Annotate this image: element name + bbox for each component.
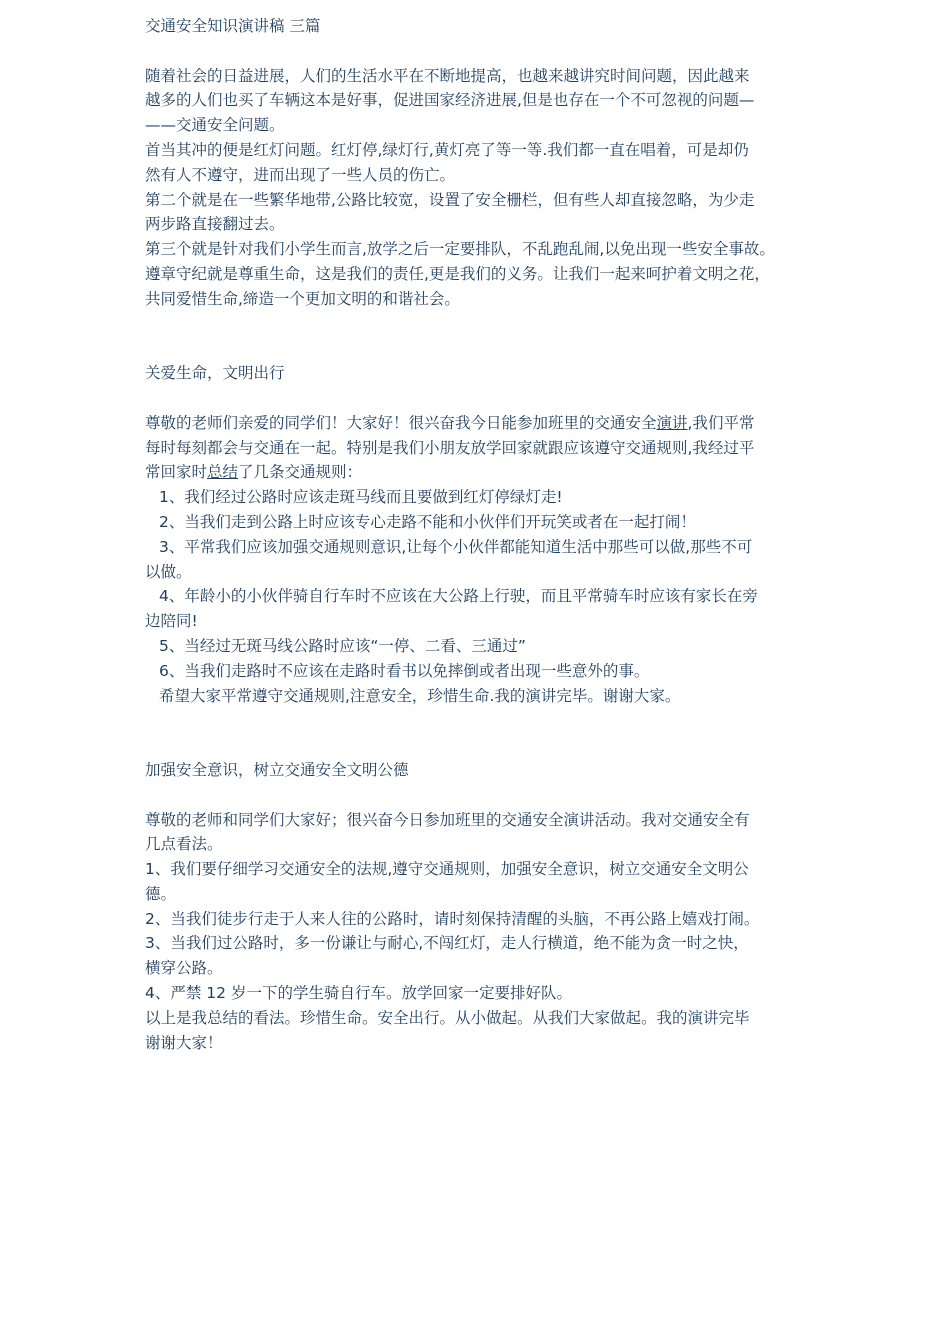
paragraph-line: 共同爱惜生命,缔造一个更加文明的和谐社会。 — [145, 289, 460, 308]
closing-line: 希望大家平常遵守交通规则,注意安全，珍惜生命.我的演讲完毕。谢谢大家。 — [159, 686, 681, 705]
paragraph-line: 首当其冲的便是红灯问题。红灯停,绿灯行,黄灯亮了等一等.我们都一直在唱着，可是却仍 — [145, 140, 749, 159]
paragraph-line: 1、我们要仔细学习交通安全的法规,遵守交通规则，加强安全意识，树立交通安全文明公 — [145, 860, 749, 879]
paragraph-line: 然有人不遵守，进而出现了一些人员的伤亡。 — [145, 165, 456, 184]
summary-link[interactable]: 总结 — [207, 463, 239, 482]
rule-item: 3、平常我们应该加强交通规则意识,让每个小伙伴都能知道生活中那些可以做,那些不可 — [159, 537, 753, 556]
paragraph-line: 每时每刻都会与交通在一起。特别是我们小朋友放学回家就跟应该遵守交通规则,我经过平 — [145, 438, 755, 457]
paragraph-line: 几点看法。 — [145, 835, 223, 854]
paragraph-line: 尊敬的老师们亲爱的同学们！大家好！很兴奋我今日能参加班里的交通安全演讲,我们平常 — [145, 413, 755, 432]
rule-item: 1、我们经过公路时应该走斑马线而且要做到红灯停绿灯走! — [159, 488, 563, 507]
speech-link[interactable]: 演讲 — [656, 413, 688, 432]
paragraph-line: 随着社会的日益进展，人们的生活水平在不断地提高，也越来越讲究时间问题，因此越来 — [145, 66, 750, 85]
rule-item: 5、当经过无斑马线公路时应该“一停、二看、三通过” — [159, 636, 526, 655]
paragraph-line: 遵章守纪就是尊重生命，这是我们的责任,更是我们的义务。让我们一起来呵护着文明之花， — [145, 264, 770, 283]
paragraph-line: 德。 — [145, 884, 177, 903]
paragraph-line: ——交通安全问题。 — [145, 116, 285, 135]
rule-item: 2、当我们走到公路上时应该专心走路不能和小伙伴们开玩笑或者在一起打闹！ — [159, 512, 696, 531]
paragraph-line: 尊敬的老师和同学们大家好；很兴奋今日参加班里的交通安全演讲活动。我对交通安全有 — [145, 810, 750, 829]
paragraph-line: 常回家时总结了几条交通规则： — [145, 463, 363, 482]
paragraph-line: 4、严禁 12 岁一下的学生骑自行车。放学回家一定要排好队。 — [145, 984, 572, 1003]
paragraph-line: 两步路直接翻过去。 — [145, 215, 285, 234]
document-page — [145, 14, 825, 1055]
speech-title: 加强安全意识，树立交通安全文明公德 — [145, 760, 409, 779]
rule-item-continued: 以做。 — [145, 562, 192, 581]
rule-item-continued: 边陪同! — [145, 612, 198, 631]
speech-1 — [145, 64, 825, 312]
paragraph-line: 3、当我们过公路时，多一份谦让与耐心,不闯红灯，走人行横道，绝不能为贪一时之快， — [145, 934, 749, 953]
paragraph-line: 横穿公路。 — [145, 959, 223, 978]
rule-item: 6、当我们走路时不应该在走路时看书以免摔倒或者出现一些意外的事。 — [159, 661, 650, 680]
rule-item: 4、年龄小的小伙伴骑自行车时不应该在大公路上行驶，而且平常骑车时应该有家长在旁 — [159, 587, 758, 606]
paragraph-line: 越多的人们也买了车辆这本是好事，促进国家经济进展,但是也存在一个不可忽视的问题— — [145, 91, 755, 110]
speech-3 — [145, 758, 825, 1056]
paragraph-line: 第三个就是针对我们小学生而言,放学之后一定要排队，不乱跑乱闹,以免出现一些安全事故。 — [145, 240, 775, 259]
speech-2 — [145, 361, 825, 708]
paragraph-line: 谢谢大家！ — [145, 1033, 223, 1052]
paragraph-line: 第二个就是在一些繁华地带,公路比较宽，设置了安全栅栏，但有些人却直接忽略，为少走 — [145, 190, 755, 209]
speech-title: 关爱生命，文明出行 — [145, 364, 285, 383]
paragraph-line: 2、当我们徒步行走于人来人往的公路时，请时刻保持清醒的头脑，不再公路上嬉戏打闹。 — [145, 909, 760, 928]
document-title: 交通安全知识演讲稿 三篇 — [145, 17, 321, 35]
paragraph-line: 以上是我总结的看法。珍惜生命。安全出行。从小做起。从我们大家做起。我的演讲完毕 — [145, 1008, 750, 1027]
